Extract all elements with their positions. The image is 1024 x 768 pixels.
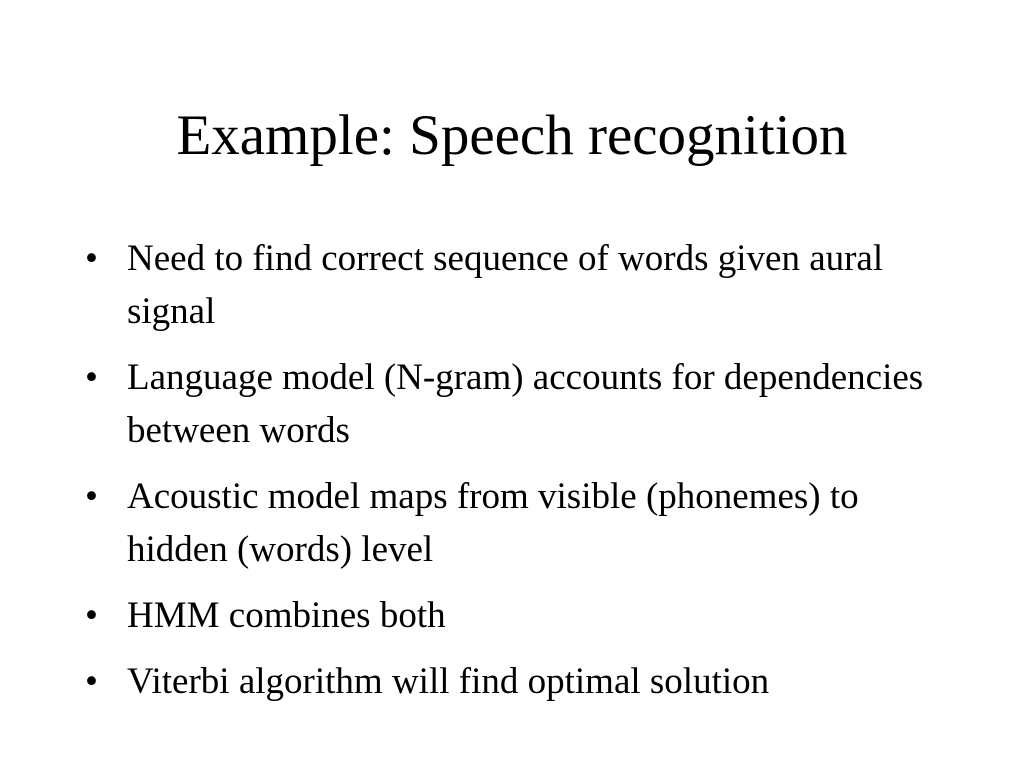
bullet-text: Need to find correct sequence of words given aural signal: [127, 238, 884, 332]
bullet-text: HMM combines both: [127, 595, 446, 636]
bullet-item: [85, 655, 965, 708]
bullet-list: [85, 232, 965, 721]
bullet-item: [85, 232, 965, 338]
bullet-icon: •: [85, 357, 98, 398]
bullet-icon: •: [85, 661, 98, 702]
bullet-text: Language model (N-gram) accounts for dependencies between words: [127, 357, 924, 451]
bullet-icon: •: [85, 476, 98, 517]
slide-title: Example: Speech recognition: [176, 104, 848, 167]
bullet-text: Acoustic model maps from visible (phonemes) to hidden (words) level: [127, 476, 859, 570]
bullet-item: [85, 351, 965, 457]
bullet-text: Viterbi algorithm will find optimal solution: [127, 661, 770, 702]
bullet-icon: •: [85, 238, 98, 279]
bullet-item: [85, 470, 965, 576]
bullet-icon: •: [85, 595, 98, 636]
bullet-item: [85, 589, 965, 642]
